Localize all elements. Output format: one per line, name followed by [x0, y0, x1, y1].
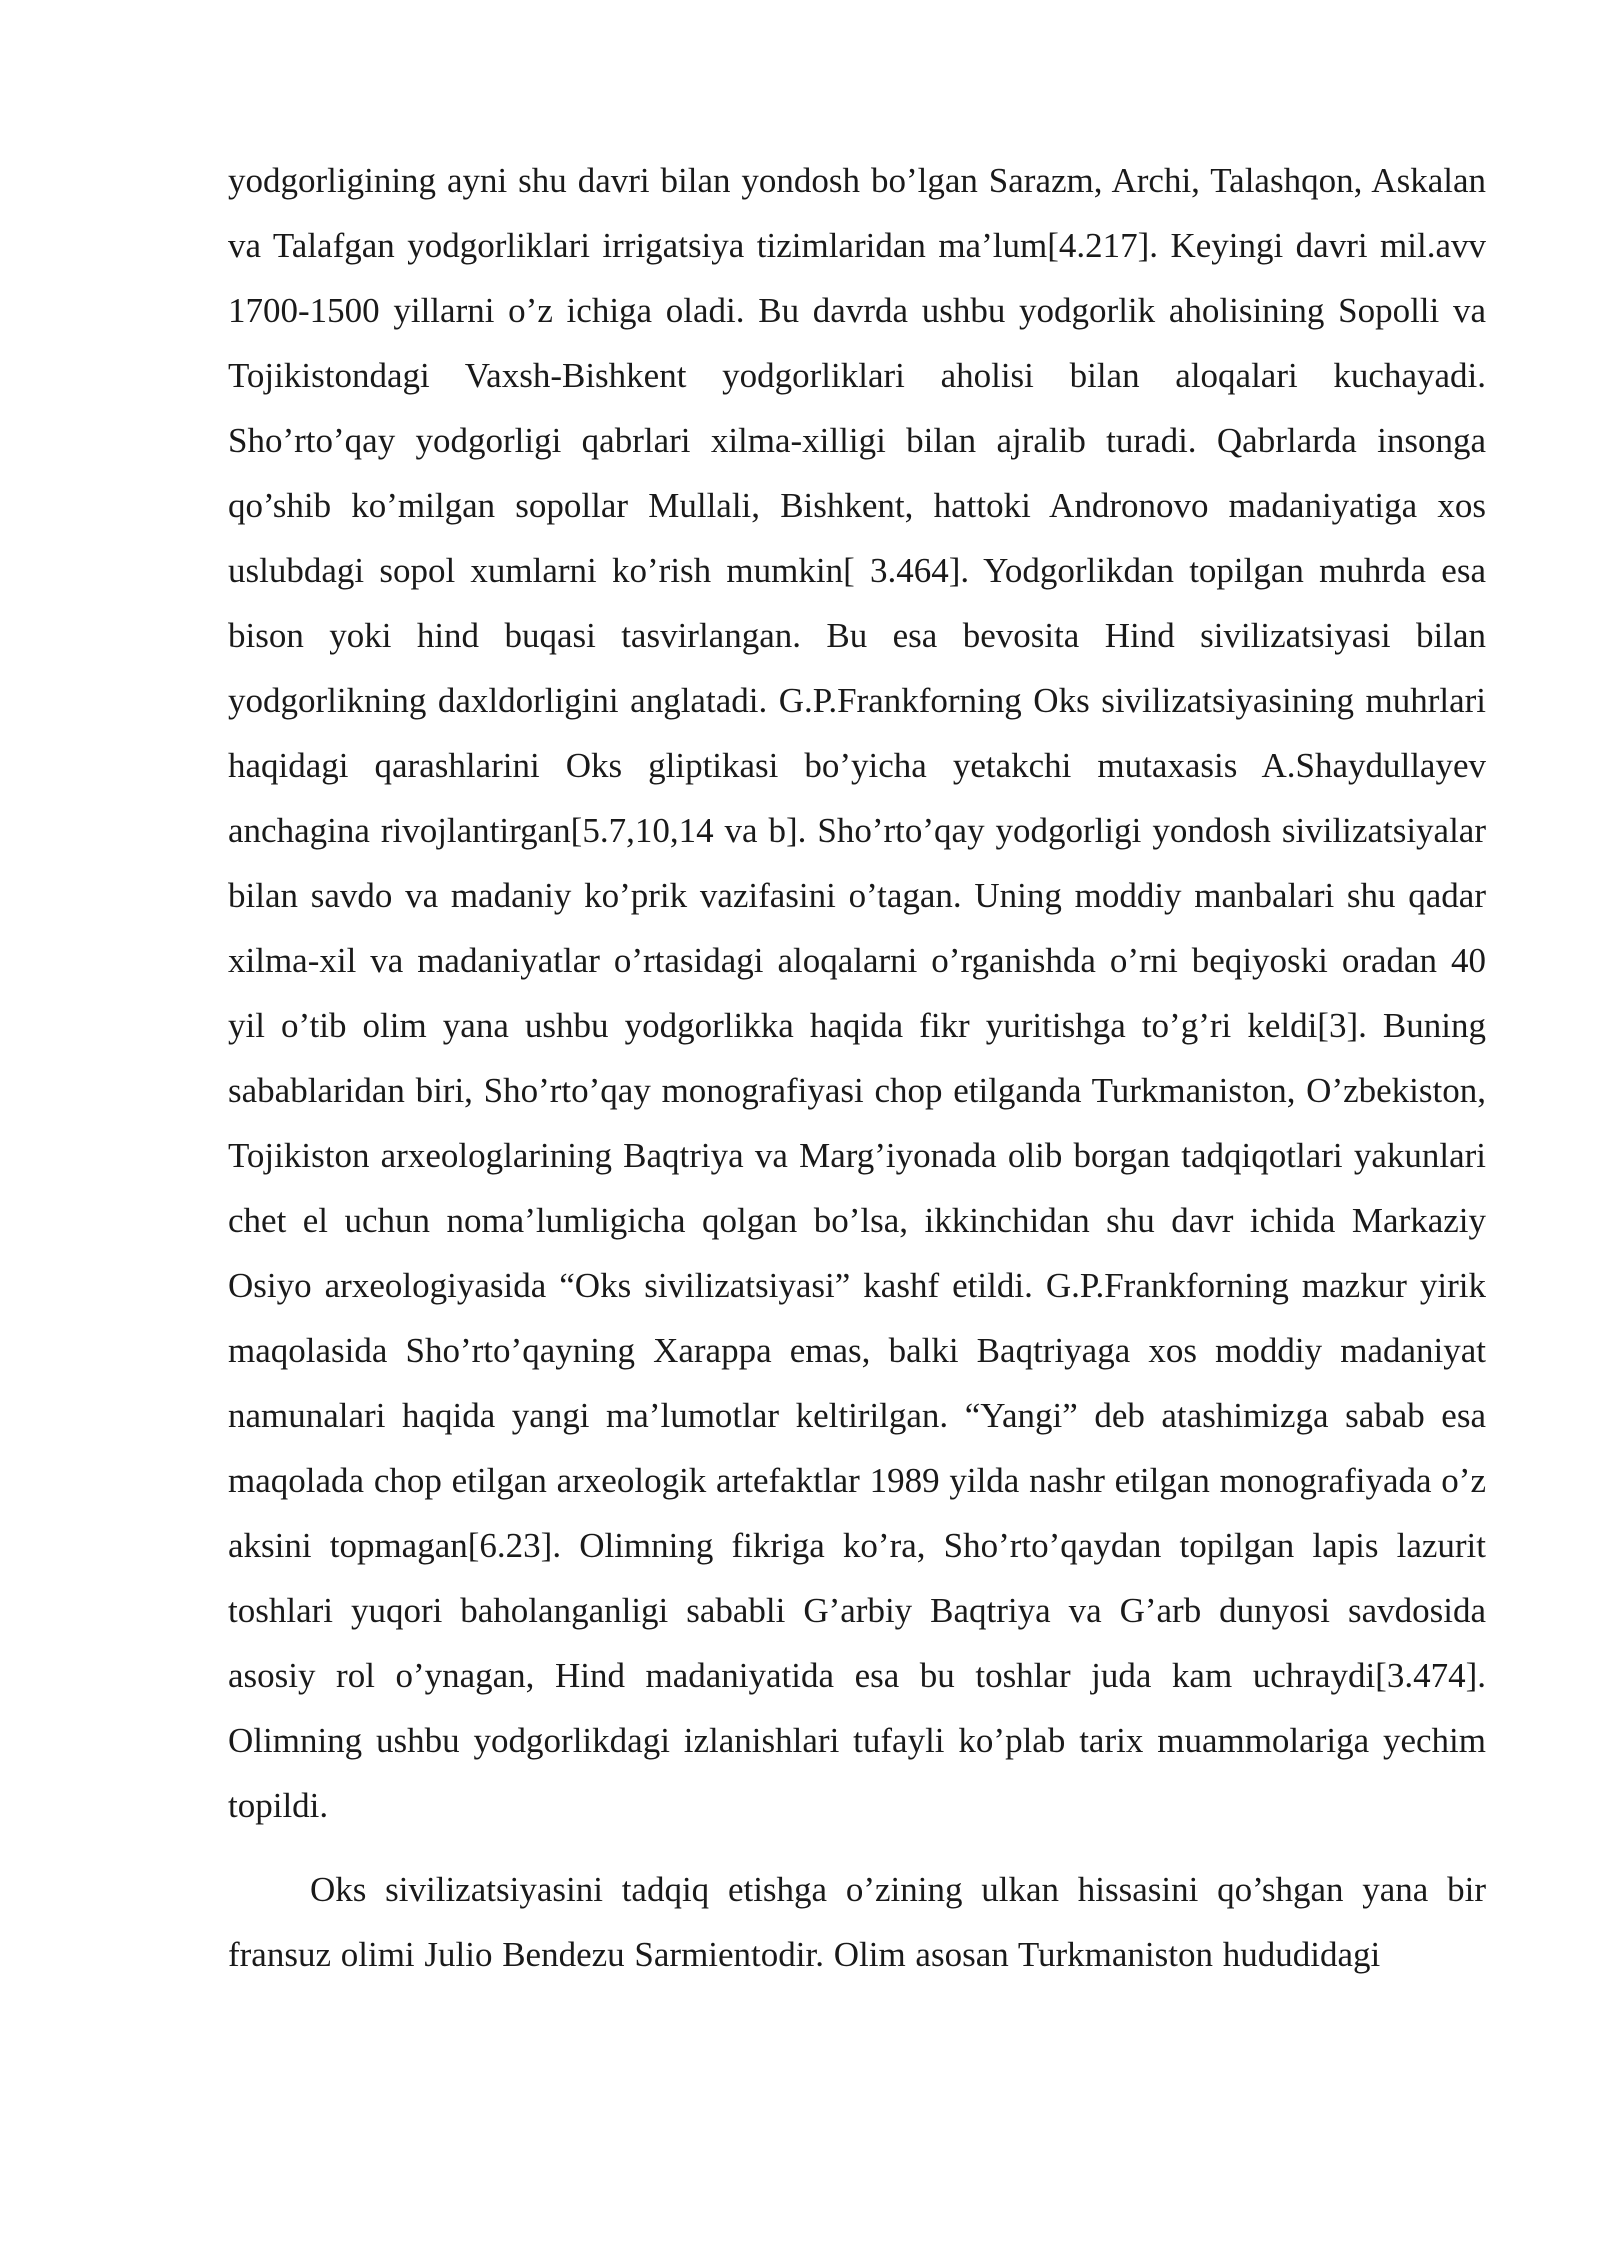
document-page	[228, 148, 1486, 1987]
body-paragraph: yodgorligining ayni shu davri bilan yondosh bo’lgan Sarazm, Archi, Talashqon, Askalan va Talafgan yodgorliklari irrigatsiya tizimlaridan ma’lum[4.217]. Keyingi davri mil.avv 1700-1500 yillarni o’z ichiga oladi. Bu davrda ushbu yodgorlik aholisining Sopolli va Tojikistondagi Vaxsh-Bishkent yodgorliklari aholisi bilan aloqalari kuchayadi. Sho’rto’qay yodgorligi qabrlari xilma-xilligi bilan ajralib turadi. Qabrlarda insonga qo’shib ko’milgan sopollar Mullali, Bishkent, hattoki Andronovo madaniyatiga xos uslubdagi sopol xumlarni ko’rish mumkin[ 3.464]. Yodgorlikdan topilgan muhrda esa bison yoki hind buqasi tasvirlangan. Bu esa bevosita Hind sivilizatsiyasi bilan yodgorlikning daxldorligini anglatadi. G.P.Frankforning Oks sivilizatsiyasining muhrlari haqidagi qarashlarini Oks gliptikasi bo’yicha yetakchi mutaxasis A.Shaydullayev anchagina rivojlantirgan[5.7,10,14 va b]. Sho’rto’qay yodgorligi yondosh sivilizatsiyalar bilan savdo va madaniy ko’prik vazifasini o’tagan. Uning moddiy manbalari shu qadar xilma-xil va madaniyatlar o’rtasidagi aloqalarni o’rganishda o’rni beqiyoski oradan 40 yil o’tib olim yana ushbu yodgorlikka haqida fikr yuritishga to’g’ri keldi[3]. Buning sabablaridan biri, Sho’rto’qay monografiyasi chop etilganda Turkmaniston, O’zbekiston, Tojikiston arxeologlarining Baqtriya va Marg’iyonada olib borgan tadqiqotlari yakunlari chet el uchun noma’lumligicha qolgan bo’lsa, ikkinchidan shu davr ichida Markaziy Osiyo arxeologiyasida “Oks sivilizatsiyasi” kashf etildi. G.P.Frankforning mazkur yirik maqolasida Sho’rto’qayning Xarappa emas, balki Baqtriyaga xos moddiy madaniyat namunalari haqida yangi ma’lumotlar keltirilgan. “Yangi” deb atashimizga sabab esa maqolada chop etilgan arxeologik artefaktlar 1989 yilda nashr etilgan monografiyada o’z aksini topmagan[6.23]. Olimning fikriga ko’ra, Sho’rto’qaydan topilgan lapis lazurit toshlari yuqori baholanganligi sababli G’arbiy Baqtriya va G’arb dunyosi savdosida asosiy rol o’ynagan, Hind madaniyatida esa bu toshlar juda kam uchraydi[3.474]. Olimning ushbu yodgorlikdagi izlanishlari tufayli ko’plab tarix muammolariga yechim topildi.	[228, 161, 1486, 1825]
body-paragraph: Oks sivilizatsiyasini tadqiq etishga o’zining ulkan hissasini qo’shgan yana bir fransuz olimi Julio Bendezu Sarmientodir. Olim asosan Turkmaniston hududidagi	[228, 1870, 1486, 1974]
